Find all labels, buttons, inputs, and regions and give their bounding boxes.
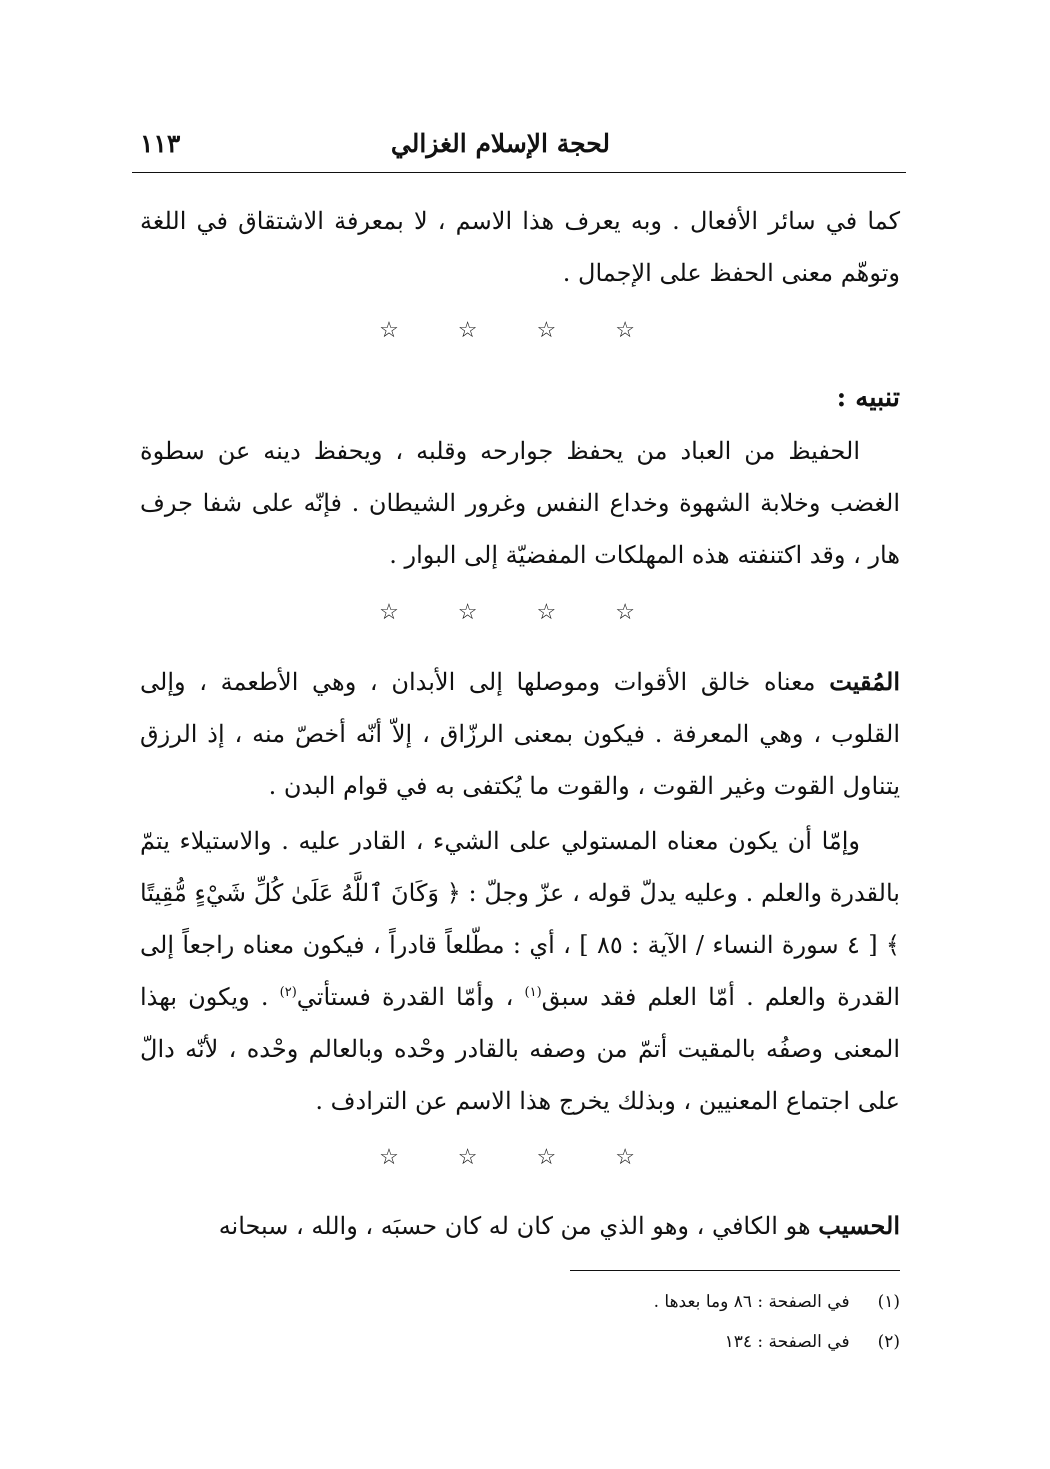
paragraph-3-text [140,656,900,812]
paragraph-5-body: هو الكافي ، وهو الذي من كان له كان حسبَه ، والله ، سبحانه [218,1212,819,1240]
paragraph-3 [140,656,900,812]
paragraph-4-part-b: ، وأمّا القدرة فستأتي [296,983,525,1011]
footnote-1-text: في الصفحة : ٨٦ وما بعدها . [653,1292,850,1312]
header-rule [132,172,906,173]
footnote-1-number: (١) [877,1292,900,1312]
term-hasib: الحسيب [818,1211,900,1240]
paragraph-4-text [140,815,900,1127]
term-muqit: المُقيت [829,667,900,696]
book-page [140,0,900,1469]
paragraph-4 [140,815,900,1127]
note-heading: تنبيه : [836,383,900,413]
footnote-rule [570,1270,900,1271]
paragraph-2-text: الحفيظ من العباد من يحفظ جوارحه وقلبه ، ويحفظ دينه عن سطوة الغضب وخلابة الشهوة وخداع النفس وغرور الشيطان . فإنّه على شفا جرف هار ، وقد اكتنفته هذه المهلكات المفضيّة إلى البوار . [140,437,900,569]
footnote-ref-2[interactable]: (٢) [279,985,297,1000]
separator-stars-2: ☆ ☆ ☆ ☆ [379,600,661,625]
running-header [140,118,900,168]
paragraph-2 [140,425,900,581]
footnote-1 [654,1292,900,1312]
header-title: لحجة الإسلام الغزالي [390,128,610,158]
separator-stars-1: ☆ ☆ ☆ ☆ [379,318,661,343]
paragraph-1 [140,195,900,299]
paragraph-4-part-c: . ويكون بهذا المعنى وصفُه بالمقيت أتمّ من وصفه بالقادر وحْده وبالعالم وحْده ، لأنّه دالّ على اجتماع المعنيين ، وبذلك يخرج هذا الاسم عن الترادف . [140,983,900,1115]
footnote-2-text: في الصفحة : ١٣٤ [724,1332,850,1352]
separator-stars-3: ☆ ☆ ☆ ☆ [379,1145,661,1170]
footnote-2 [725,1332,900,1352]
footnote-2-number: (٢) [877,1332,900,1352]
paragraph-3-body: معناه خالق الأقوات وموصلها إلى الأبدان ، وهي الأطعمة ، وإلى القلوب ، وهي المعرفة . فيكون بمعنى الرزّاق ، إلاّ أنّه أخصّ منه ، إذ الرزق يتناول القوت وغير القوت ، والقوت ما يُكتفى به في قوام البدن . [140,668,900,800]
footnote-ref-1[interactable]: (١) [524,985,542,1000]
page-number: ١١٣ [140,128,181,158]
paragraph-1-text: كما في سائر الأفعال . وبه يعرف هذا الاسم ، لا بمعرفة الاشتقاق في اللغة وتوهّم معنى الحفظ على الإجمال . [140,207,900,287]
paragraph-4-part-a: وإمّا أن يكون معناه المستولي على الشيء ، القادر عليه . والاستيلاء يتمّ بالقدرة والعلم . وعليه يدلّ قوله ، عزّ وجلّ : ﴿ وَكَانَ ٱللَّهُ عَلَىٰ كُلِّ شَيْءٍ مُّقِيتًا ﴾ [ ٤ سورة النساء / الآية : ٨٥ ] ، أي : مطّلعاً قادراً ، فيكون معناه راجعاً إلى القدرة والعلم . أمّا العلم فقد سبق [140,827,900,1011]
paragraph-5-text [140,1200,900,1252]
paragraph-5 [140,1200,900,1252]
